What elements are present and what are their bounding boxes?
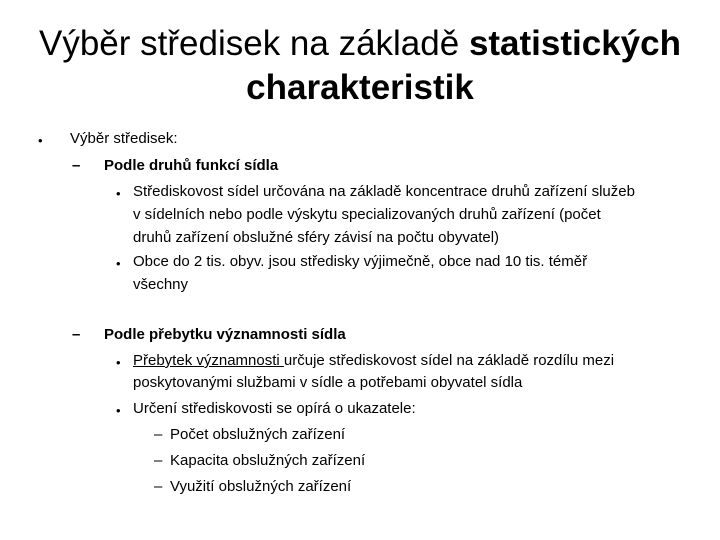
title-normal: Výběr středisek na základě — [38, 24, 469, 63]
section2-item1-line1 — [133, 352, 614, 369]
section1-item2-bullet: • — [116, 256, 121, 271]
indicator-3-dash: – — [154, 478, 163, 495]
section1-heading: Podle druhů funkcí sídla — [104, 157, 279, 174]
level1-bullet: • — [38, 133, 43, 148]
indicator-1-text: Počet obslužných zařízení — [170, 426, 346, 443]
section2-item1-rest: určuje střediskovost sídel na základě rozdílu mezi — [283, 352, 615, 369]
section1-dash: – — [72, 157, 81, 174]
section2-dash: – — [72, 326, 81, 343]
indicator-2-text: Kapacita obslužných zařízení — [170, 452, 366, 469]
indicator-2-dash: – — [154, 452, 163, 469]
section2-heading: Podle přebytku významnosti sídla — [104, 326, 346, 343]
indicator-3-text: Využití obslužných zařízení — [170, 478, 352, 495]
section2-item1-line2: poskytovanými službami v sídle a potřebami obyvatel sídla — [133, 374, 523, 391]
indicator-1-dash: – — [154, 426, 163, 443]
section1-item2-line1: Obce do 2 tis. obyv. jsou středisky výjimečně, obce nad 10 tis. téměř — [133, 253, 588, 270]
section2-item1-bullet: • — [116, 355, 121, 370]
section2-item2-bullet: • — [116, 403, 121, 418]
section1-item1-line2: v sídelních nebo podle výskytu specializovaných druhů zařízení (počet — [133, 206, 601, 223]
highlight-term: Přebytek významnosti — [133, 352, 284, 369]
title-bold-2: charakteristik — [246, 68, 474, 107]
section1-item1-bullet: • — [116, 186, 121, 201]
section1-item1-line1: Střediskovost sídel určována na základě koncentrace druhů zařízení služeb — [133, 183, 635, 200]
level1-text: Výběr středisek: — [70, 130, 178, 147]
section1-item1-line3: druhů zařízení obslužné sféry závisí na počtu obyvatel) — [133, 229, 500, 246]
section2-item2-text: Určení střediskovosti se opírá o ukazatele: — [133, 400, 416, 417]
section1-item2-line2: všechny — [133, 276, 189, 293]
title-bold-1: statistických — [468, 24, 681, 63]
